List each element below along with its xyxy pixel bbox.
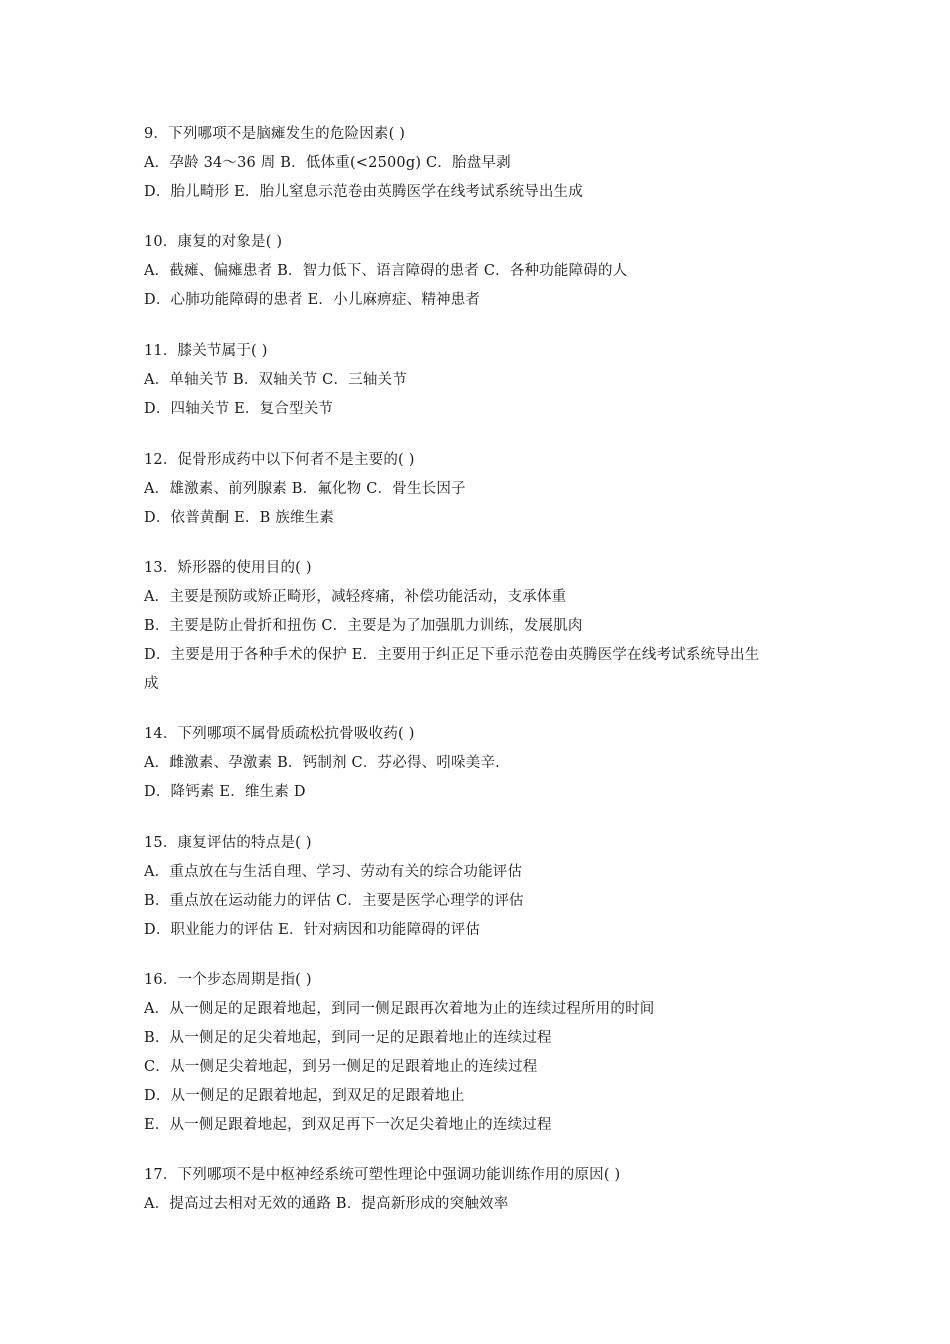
option-line: D．胎儿畸形 E．胎儿窒息示范卷由英腾医学在线考试系统导出生成 <box>144 184 584 200</box>
question-stem: 13．矫形器的使用目的( ) <box>144 560 312 576</box>
question-stem: 17．下列哪项不是中枢神经系统可塑性理论中强调功能训练作用的原因( ) <box>144 1167 621 1183</box>
option-line: A．主要是预防或矫正畸形，减轻疼痛，补偿功能活动，支承体重 <box>144 589 567 605</box>
option-line: D．降钙素 E．维生素 D <box>144 784 306 800</box>
option-line: A．雄激素、前列腺素 B．氟化物 C．骨生长因子 <box>144 481 466 497</box>
question-stem: 15．康复评估的特点是( ) <box>144 835 312 851</box>
option-line: D．主要是用于各种手术的保护 E．主要用于纠正足下垂示范卷由英腾医学在线考试系统导出生 <box>144 647 760 663</box>
option-line: A．雌激素、孕激素 B．钙制剂 C．芬必得、吲哚美辛. <box>144 755 500 771</box>
option-line-continuation: 成 <box>144 676 159 692</box>
question-stem: 12．促骨形成药中以下何者不是主要的( ) <box>144 452 415 468</box>
question-13 <box>144 554 814 699</box>
option-line: A．孕龄 34～36 周 B．低体重(<2500g) C．胎盘早剥 <box>144 155 511 171</box>
question-10 <box>144 228 814 315</box>
option-line: D．心肺功能障碍的患者 E．小儿麻痹症、精神患者 <box>144 292 481 308</box>
question-17 <box>144 1161 814 1219</box>
question-9 <box>144 120 814 207</box>
question-stem: 9．下列哪项不是脑瘫发生的危险因素( ) <box>144 126 406 142</box>
option-line: C．从一侧足尖着地起，到另一侧足的足跟着地止的连续过程 <box>144 1059 538 1075</box>
option-line: A．截瘫、偏瘫患者 B．智力低下、语言障碍的患者 C．各种功能障碍的人 <box>144 263 628 279</box>
question-12 <box>144 446 814 533</box>
option-line: D．依普黄酮 E．B 族维生素 <box>144 510 335 526</box>
question-stem: 16．一个步态周期是指( ) <box>144 972 312 988</box>
option-line: D．四轴关节 E．复合型关节 <box>144 401 334 417</box>
option-line: B．重点放在运动能力的评估 C．主要是医学心理学的评估 <box>144 893 524 909</box>
option-line: A．从一侧足的足跟着地起，到同一侧足跟再次着地为止的连续过程所用的时间 <box>144 1001 655 1017</box>
question-16 <box>144 966 814 1140</box>
question-stem: 14．下列哪项不属骨质疏松抗骨吸收药( ) <box>144 726 415 742</box>
question-11 <box>144 337 814 424</box>
option-line: D．从一侧足的足跟着地起，到双足的足跟着地止 <box>144 1088 465 1104</box>
question-15 <box>144 829 814 945</box>
option-line: E．从一侧足跟着地起，到双足再下一次足尖着地止的连续过程 <box>144 1117 552 1133</box>
question-stem: 10．康复的对象是( ) <box>144 234 283 250</box>
option-line: A．重点放在与生活自理、学习、劳动有关的综合功能评估 <box>144 864 523 880</box>
option-line: B．从一侧足的足尖着地起，到同一足的足跟着地止的连续过程 <box>144 1030 552 1046</box>
question-14 <box>144 720 814 807</box>
option-line: B．主要是防止骨折和扭伤 C．主要是为了加强肌力训练，发展肌肉 <box>144 618 583 634</box>
option-line: A．提高过去相对无效的通路 B．提高新形成的突触效率 <box>144 1196 509 1212</box>
option-line: D．职业能力的评估 E．针对病因和功能障碍的评估 <box>144 922 481 938</box>
question-stem: 11．膝关节属于( ) <box>144 343 268 359</box>
option-line: A．单轴关节 B．双轴关节 C．三轴关节 <box>144 372 407 388</box>
